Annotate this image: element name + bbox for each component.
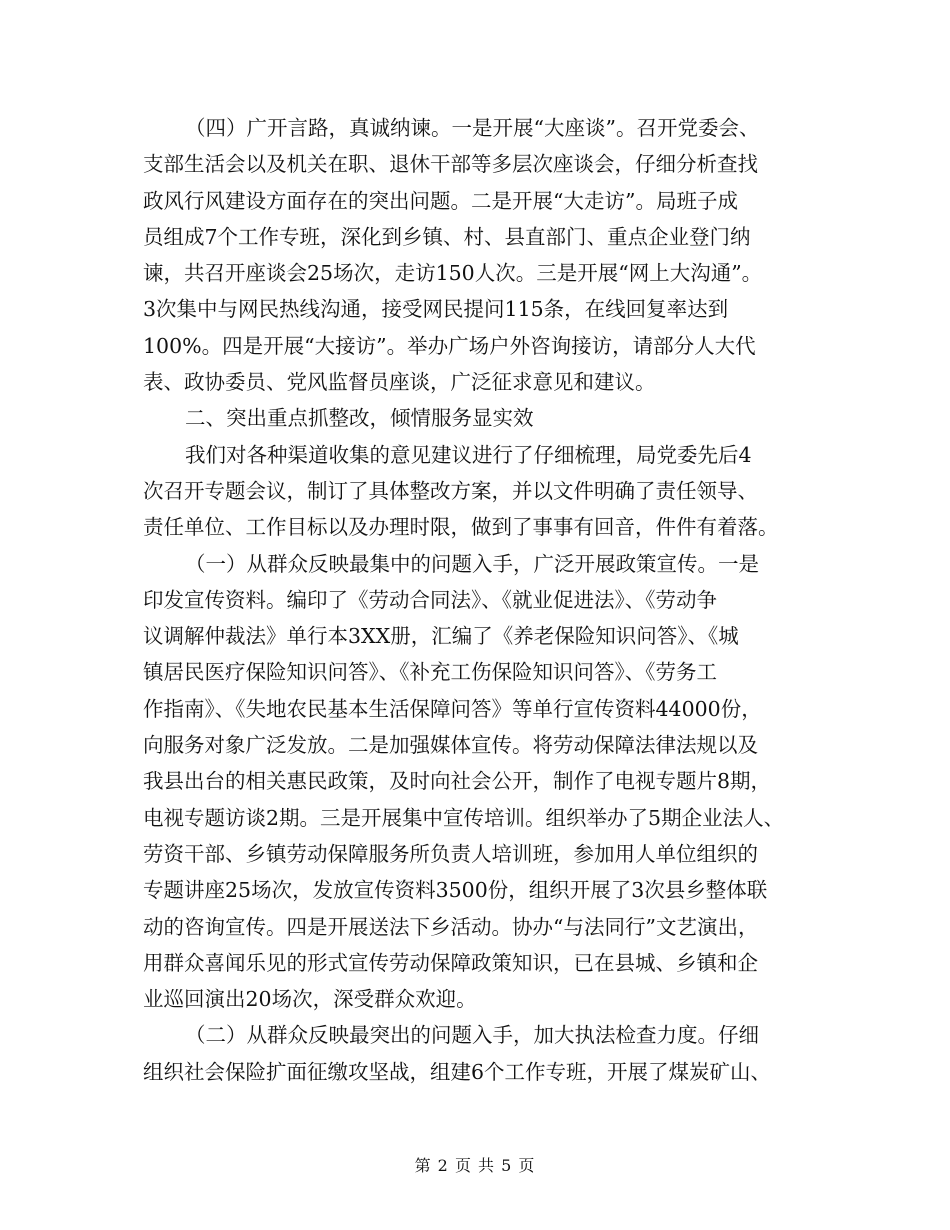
paragraph-line: 表、政协委员、党风监督员座谈，广泛征求意见和建议。 (143, 370, 656, 395)
paragraph-line: 我县出台的相关惠民政策，及时向社会公开，制作了电视专题片8期， (143, 769, 772, 794)
paragraph-line: 责任单位、工作目标以及办理时限，做到了事事有回音，件件有着落。 (143, 515, 779, 540)
paragraph-line: 员组成7个工作专班，深化到乡镇、村、县直部门、重点企业登门纳 (143, 224, 751, 249)
paragraph-line: （四）广开言路，真诚纳谏。一是开展“大座谈”。召开党委会、 (185, 116, 760, 140)
paragraph-line: 谏，共召开座谈会25场次，走访150人次。三是开展“网上大沟通”。 (143, 261, 763, 286)
paragraph-line: 作指南》、《失地农民基本生活保障问答》等单行宣传资料44000份， (143, 696, 762, 721)
paragraph-line: 我们对各种渠道收集的意见建议进行了仔细梳理，局党委先后4 (185, 442, 752, 467)
paragraph-line: 用群众喜闻乐见的形式宣传劳动保障政策知识，已在县城、乡镇和企 (143, 950, 758, 975)
section-heading: 二、突出重点抓整改，倾情服务显实效 (185, 406, 534, 431)
paragraph-line: 镇居民医疗保险知识问答》、《补充工伤保险知识问答》、《劳务工 (143, 660, 717, 685)
paragraph-line: 电视专题访谈2期。三是开展集中宣传培训。组织举办了5期企业法人、 (143, 805, 785, 830)
document-body (143, 110, 813, 1090)
page-number-footer: 第 2 页 共 5 页 (414, 1156, 536, 1175)
paragraph-line: 向服务对象广泛发放。二是加强媒体宣传。将劳动保障法律法规以及 (143, 733, 758, 758)
paragraph-line: 政风行风建设方面存在的突出问题。二是开展“大走访”。局班子成 (143, 188, 738, 213)
paragraph-line: 次召开专题会议，制订了具体整改方案，并以文件明确了责任领导、 (143, 478, 758, 503)
paragraph-line: 动的咨询宣传。四是开展送法下乡活动。协办“与法同行”文艺演出， (143, 914, 759, 939)
paragraph-line: （二）从群众反映最突出的问题入手，加大执法检查力度。仔细 (185, 1023, 759, 1048)
paragraph-line: 支部生活会以及机关在职、退休干部等多层次座谈会，仔细分析查找 (143, 152, 758, 177)
paragraph-line: （一）从群众反映最集中的问题入手，广泛开展政策宣传。一是 (185, 551, 759, 576)
paragraph-line: 业巡回演出20场次，深受群众欢迎。 (143, 987, 477, 1012)
paragraph-line: 100%。四是开展“大接访”。举办广场户外咨询接访，请部分人大代 (143, 333, 756, 358)
paragraph-line: 议调解仲裁法》单行本3XX册，汇编了《养老保险知识问答》、《城 (143, 624, 739, 649)
paragraph-line: 劳资干部、乡镇劳动保障服务所负责人培训班，参加用人单位组织的 (143, 841, 758, 866)
paragraph-line: 印发宣传资料。编印了《劳动合同法》、《就业促进法》、《劳动争 (143, 587, 717, 612)
paragraph-line: 组织社会保险扩面征缴攻坚战，组建6个工作专班，开展了煤炭矿山、 (143, 1059, 772, 1084)
paragraph-line: 专题讲座25场次，发放宣传资料3500份，组织开展了3次县乡整体联 (143, 878, 768, 903)
paragraph-line: 3次集中与网民热线沟通，接受网民提问115条，在线回复率达到 (143, 297, 729, 322)
